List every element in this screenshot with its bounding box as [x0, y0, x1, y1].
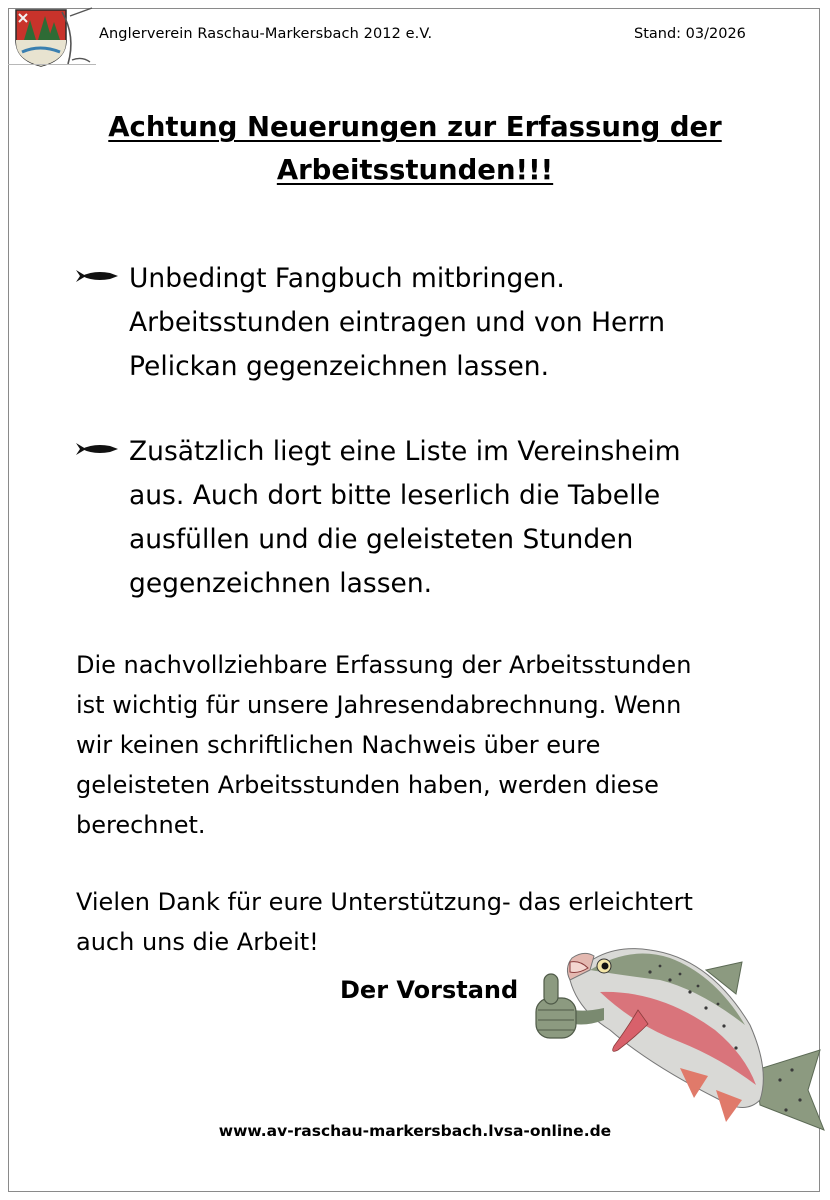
bullet-text: Unbedingt Fangbuch mitbringen. Arbeitsstunden eintragen und von Herrn Pelickan gegenzeichnen lassen.: [129, 263, 666, 382]
thumbs-up-trout-icon: [530, 930, 826, 1140]
header-rule: [8, 64, 96, 65]
signature: Der Vorstand: [340, 976, 519, 1004]
title-line-1: Achtung Neuerungen zur Erfassung der: [108, 111, 722, 143]
fish-arrow-icon: [76, 440, 118, 458]
website-url[interactable]: www.av-raschau-markersbach.lvsa-online.de: [218, 1122, 612, 1140]
stand-date: Stand: 03/2026: [634, 26, 746, 42]
fish-arrow-icon: [76, 267, 118, 285]
paragraph-explanation: Die nachvollziehbare Erfassung der Arbeitsstunden ist wichtig für unsere Jahresendabrechnung. Wenn wir keinen schriftlichen Nachweis über eure geleisteten Arbeitsstunden haben, werden diese berechnet.: [76, 651, 692, 839]
club-crest-icon: [10, 6, 94, 68]
paragraph-thanks: Vielen Dank für eure Unterstützung- das erleichtert auch uns die Arbeit!: [76, 888, 693, 956]
club-name: Anglerverein Raschau-Markersbach 2012 e.V.: [99, 26, 433, 42]
bullet-text: Zusätzlich liegt eine Liste im Vereinsheim aus. Auch dort bitte leserlich die Tabelle ausfüllen und die geleisteten Stunden gegenzeichnen lassen.: [129, 436, 681, 599]
title-line-2: Arbeitsstunden!!!: [276, 154, 554, 186]
page-title: [0, 106, 830, 192]
